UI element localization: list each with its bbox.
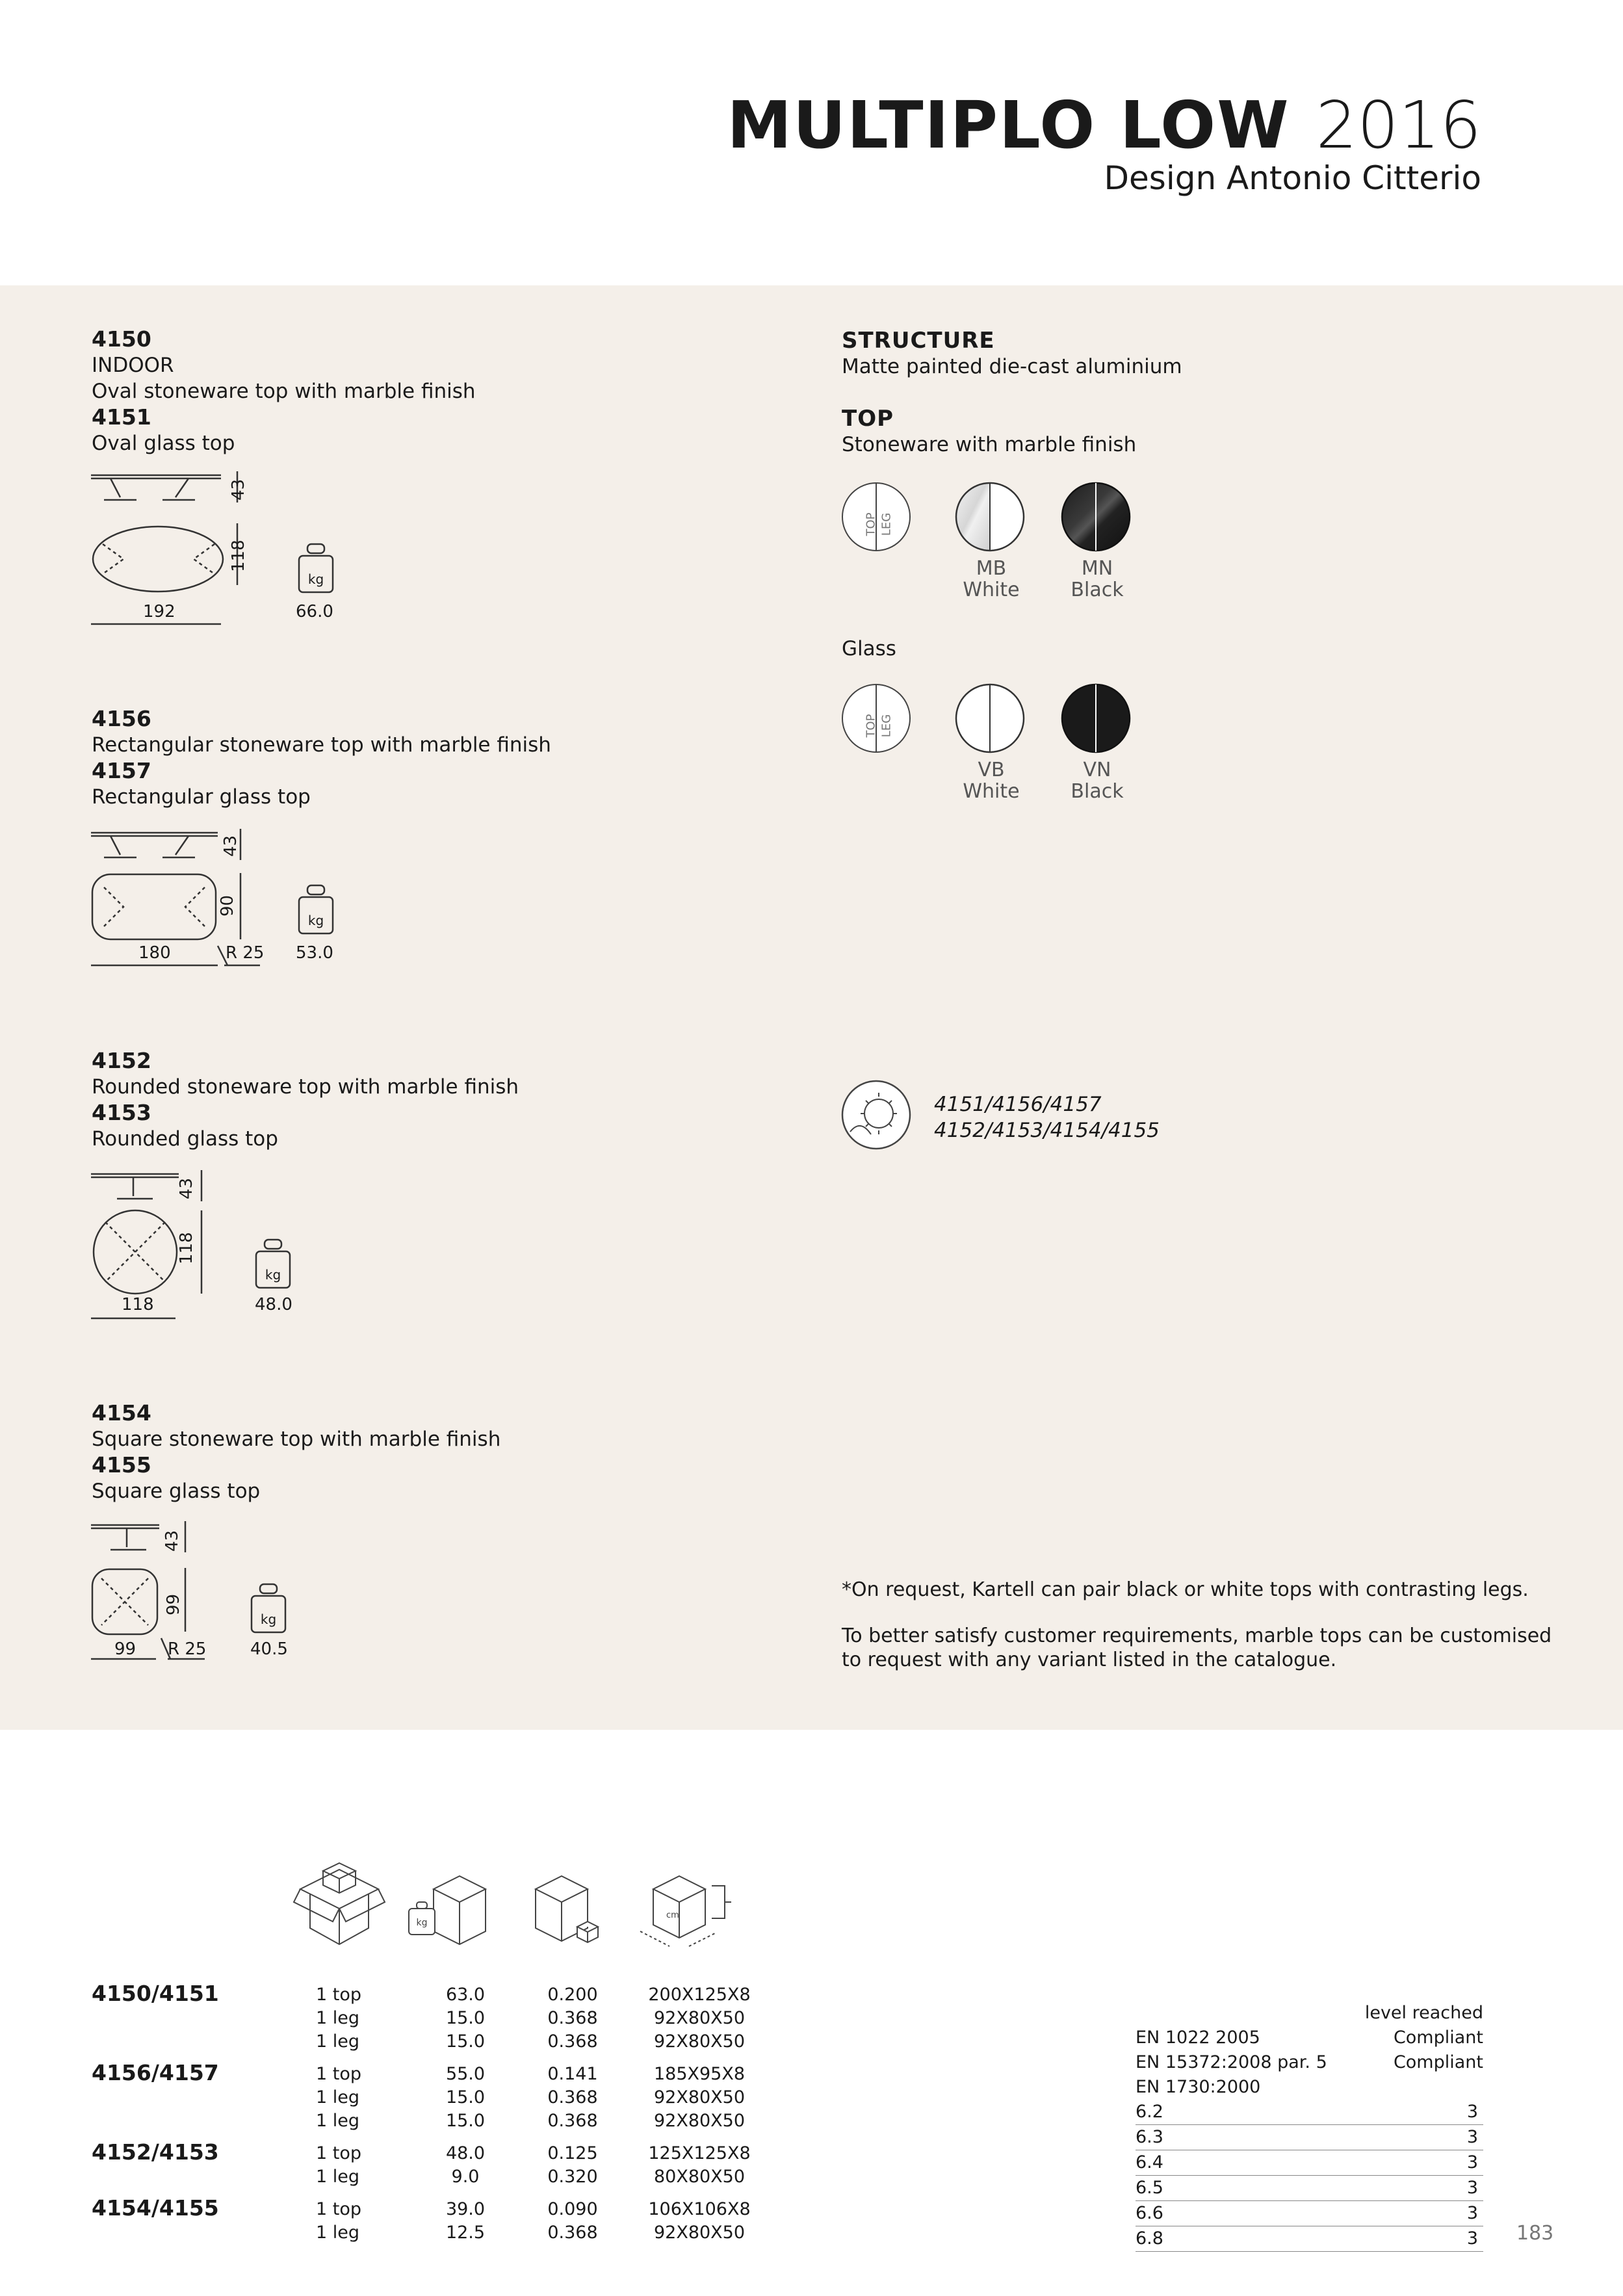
- pack-volume: 0.368: [547, 2111, 598, 2131]
- pack-part: 1 leg: [316, 2031, 360, 2052]
- product-description: Rounded glass top: [92, 1127, 278, 1151]
- standard-row: [1136, 2026, 1483, 2050]
- product-description: Square stoneware top with marble finish: [92, 1428, 501, 1451]
- standard-sub-value: 3: [1466, 2127, 1478, 2147]
- product-description: Square glass top: [92, 1480, 261, 1503]
- standard-sub-row: [1136, 2150, 1483, 2176]
- swatch-name: Black: [1071, 780, 1124, 803]
- weight-value: 66.0: [296, 602, 333, 621]
- product-block-oval: [92, 326, 476, 456]
- level-heading: level reached: [1364, 2003, 1483, 2023]
- product-description: Rectangular glass top: [92, 785, 311, 809]
- product-code: 4152: [92, 1048, 151, 1073]
- width-dimension: 118: [122, 1295, 154, 1314]
- pack-weight: 63.0: [445, 1985, 486, 2005]
- pack-weight: 15.0: [445, 2031, 486, 2052]
- pack-part: 1 top: [316, 2143, 362, 2163]
- standard-sub-value: 3: [1466, 2228, 1478, 2249]
- weight-value: 48.0: [255, 1295, 292, 1314]
- top-section: [842, 406, 1136, 458]
- standard-value: Compliant: [1393, 2028, 1483, 2048]
- key-top-label: TOP: [864, 714, 878, 738]
- product-name: MULTIPLO LOW: [727, 87, 1290, 163]
- pack-volume: 0.368: [547, 2087, 598, 2107]
- standard-sub-value: 3: [1466, 2178, 1478, 2198]
- product-code: 4154: [92, 1400, 151, 1426]
- note-custom-marble: [842, 1624, 1552, 1672]
- pack-dims: 92X80X50: [653, 2111, 746, 2131]
- row-code: 4152/4153: [92, 2139, 219, 2165]
- depth-dimension: 118: [177, 1232, 196, 1264]
- weight-value: 40.5: [250, 1639, 288, 1659]
- outdoor-certification-icon: [841, 1080, 914, 1153]
- height-dimension: 43: [221, 835, 240, 857]
- standards-table: [1136, 2001, 1483, 2252]
- corner-radius: R 25: [168, 1639, 207, 1659]
- pack-weight: 48.0: [445, 2143, 486, 2163]
- standard-sub-name: 6.8: [1136, 2228, 1163, 2249]
- product-block-rectangular: [92, 706, 551, 810]
- height-dimension: 43: [177, 1177, 196, 1199]
- structure-section: [842, 328, 1182, 380]
- pack-dims: 185X95X8: [653, 2064, 746, 2084]
- swatch-name: White: [963, 579, 1020, 601]
- swatch-name: Black: [1071, 579, 1124, 601]
- pack-dims: 92X80X50: [653, 2031, 746, 2052]
- pack-part: 1 top: [316, 1985, 362, 2005]
- table-row: [92, 2139, 807, 2195]
- product-year: 2016: [1316, 87, 1481, 163]
- weight-unit: kg: [307, 571, 324, 587]
- certified-products: [934, 1091, 1160, 1143]
- package-weight-icon: [408, 1870, 492, 1948]
- package-contents-icon: [294, 1857, 385, 1948]
- designer-credit: Design Antonio Citterio: [1104, 159, 1481, 197]
- pack-part: 1 leg: [316, 2087, 360, 2107]
- pack-weight: 15.0: [445, 2087, 486, 2107]
- cert-line: 4152/4153/4154/4155: [934, 1119, 1160, 1142]
- product-description: Oval glass top: [92, 432, 235, 455]
- weight-value: 53.0: [296, 943, 333, 963]
- product-description: Rectangular stoneware top with marble finish: [92, 733, 551, 757]
- corner-radius: R 25: [226, 943, 265, 963]
- standard-row: [1136, 2075, 1483, 2100]
- pack-part: 1 top: [316, 2199, 362, 2219]
- key-leg-label: LEG: [879, 512, 894, 536]
- package-dimensions-icon: [634, 1870, 751, 1954]
- pack-volume: 0.368: [547, 2031, 598, 2052]
- product-block-square: [92, 1400, 500, 1504]
- pack-volume: 0.125: [547, 2143, 598, 2163]
- note-line: To better satisfy customer requirements, marble tops can be customised: [842, 1624, 1552, 1647]
- standard-sub-name: 6.5: [1136, 2178, 1163, 2198]
- pack-volume: 0.090: [547, 2199, 598, 2219]
- swatch-code: VB: [978, 759, 1005, 781]
- pack-dims: 92X80X50: [653, 2223, 746, 2243]
- weight-unit: kg: [307, 913, 324, 928]
- product-code: 4155: [92, 1452, 151, 1478]
- cert-line: 4151/4156/4157: [934, 1093, 1102, 1116]
- swatch-name: White: [963, 780, 1020, 803]
- standard-sub-row: [1136, 2226, 1483, 2252]
- pack-weight: 39.0: [445, 2199, 486, 2219]
- note-contrasting-legs: *On request, Kartell can pair black or white tops with contrasting legs.: [842, 1578, 1529, 1601]
- swatch-mn-black[interactable]: [1061, 482, 1134, 554]
- pack-weight: 9.0: [451, 2167, 480, 2187]
- width-dimension: 192: [143, 602, 175, 621]
- height-dimension: 43: [162, 1530, 182, 1552]
- standard-sub-name: 6.6: [1136, 2203, 1163, 2223]
- standard-sub-value: 3: [1466, 2203, 1478, 2223]
- standard-name: EN 1022 2005: [1136, 2028, 1260, 2048]
- row-code: 4150/4151: [92, 1981, 219, 2006]
- pack-dims: 106X106X8: [648, 2199, 751, 2219]
- depth-dimension: 90: [218, 894, 237, 917]
- product-description: Oval stoneware top with marble finish: [92, 380, 476, 403]
- top-text: Stoneware with marble finish: [842, 433, 1137, 456]
- width-dimension: 180: [138, 943, 171, 963]
- row-code: 4154/4155: [92, 2195, 219, 2221]
- pack-weight: 15.0: [445, 2008, 486, 2028]
- weight-unit: kg: [265, 1267, 281, 1283]
- pack-dims: 80X80X50: [653, 2167, 746, 2187]
- product-block-rounded: [92, 1048, 519, 1152]
- width-dimension: 99: [114, 1639, 136, 1659]
- pack-volume: 0.200: [547, 1985, 598, 2005]
- glass-heading: Glass: [842, 637, 896, 660]
- pack-volume: 0.141: [547, 2064, 598, 2084]
- table-row: [92, 2195, 807, 2251]
- pack-dims: 92X80X50: [653, 2008, 746, 2028]
- pack-volume: 0.368: [547, 2008, 598, 2028]
- pack-dims: 92X80X50: [653, 2087, 746, 2107]
- key-top-label: TOP: [864, 512, 878, 536]
- package-volume-icon: [530, 1870, 608, 1948]
- structure-heading: STRUCTURE: [842, 328, 995, 354]
- product-code: 4157: [92, 758, 151, 783]
- pack-part: 1 leg: [316, 2167, 360, 2187]
- standard-sub-name: 6.4: [1136, 2152, 1163, 2172]
- structure-text: Matte painted die-cast aluminium: [842, 355, 1182, 378]
- pack-dims: 125X125X8: [648, 2143, 751, 2163]
- standard-sub-name: 6.2: [1136, 2102, 1163, 2122]
- height-dimension: 43: [229, 478, 248, 501]
- table-row: [92, 1981, 807, 2060]
- standard-name: EN 1730:2000: [1136, 2077, 1261, 2097]
- standard-sub-value: 3: [1466, 2152, 1478, 2172]
- product-setting: INDOOR: [92, 354, 174, 377]
- swatch-code: MN: [1081, 557, 1113, 580]
- page-number: 183: [1516, 2222, 1554, 2245]
- pack-volume: 0.320: [547, 2167, 598, 2187]
- pack-part: 1 leg: [316, 2111, 360, 2131]
- swatch-mb-white[interactable]: [955, 482, 1028, 554]
- pack-volume: 0.368: [547, 2223, 598, 2243]
- pack-part: 1 leg: [316, 2008, 360, 2028]
- swatch-code: MB: [976, 557, 1007, 580]
- table-row: [92, 2060, 807, 2139]
- standard-sub-name: 6.3: [1136, 2127, 1163, 2147]
- product-code: 4156: [92, 706, 151, 731]
- pack-weight: 15.0: [445, 2111, 486, 2131]
- packaging-table: [92, 1981, 807, 2251]
- standard-sub-value: 3: [1466, 2102, 1478, 2122]
- weight-unit: kg: [260, 1611, 277, 1627]
- product-code: 4153: [92, 1100, 151, 1125]
- pack-weight: 55.0: [445, 2064, 486, 2084]
- standard-sub-row: [1136, 2201, 1483, 2226]
- standard-row: [1136, 2050, 1483, 2075]
- depth-dimension: 118: [229, 540, 248, 572]
- product-code: 4151: [92, 404, 151, 430]
- standard-sub-row: [1136, 2125, 1483, 2150]
- dimension-unit: cm: [666, 1911, 679, 1920]
- pack-dims: 200X125X8: [648, 1985, 751, 2005]
- standard-sub-row: [1136, 2176, 1483, 2201]
- depth-dimension: 99: [164, 1593, 183, 1615]
- svg-text:kg: kg: [416, 1918, 428, 1928]
- pack-weight: 12.5: [445, 2223, 486, 2243]
- swatch-vn-black[interactable]: [1061, 683, 1134, 756]
- product-description: Rounded stoneware top with marble finish: [92, 1075, 519, 1099]
- page-title: [727, 87, 1481, 163]
- swatch-code: VN: [1083, 759, 1111, 781]
- row-code: 4156/4157: [92, 2060, 219, 2085]
- product-code: 4150: [92, 326, 151, 352]
- top-heading: TOP: [842, 406, 894, 432]
- note-line: to request with any variant listed in the catalogue.: [842, 1649, 1337, 1671]
- swatch-vb-white[interactable]: [955, 683, 1028, 756]
- pack-part: 1 leg: [316, 2223, 360, 2243]
- pack-part: 1 top: [316, 2064, 362, 2084]
- standard-value: Compliant: [1393, 2052, 1483, 2072]
- standard-name: EN 15372:2008 par. 5: [1136, 2052, 1327, 2072]
- standard-sub-row: [1136, 2100, 1483, 2125]
- key-leg-label: LEG: [879, 714, 894, 738]
